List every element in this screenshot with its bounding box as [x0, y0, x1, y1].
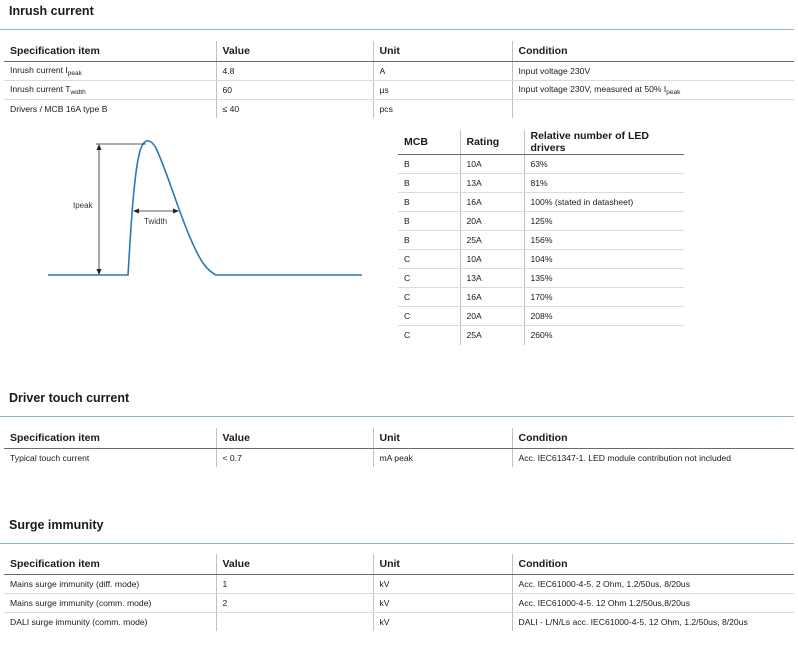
- table-row: [398, 155, 684, 174]
- header-value: Value: [216, 428, 373, 448]
- mcb-type-cell: C: [404, 330, 411, 341]
- spec-item-cell: Inrush current $I_{peak}$: [4, 61, 216, 80]
- mcb-relative-cell: 156%: [524, 231, 684, 250]
- inrush-waveform-curve: [48, 141, 362, 275]
- header-condition: Condition: [512, 554, 794, 574]
- spec-item-cell: Typical touch current: [10, 452, 90, 463]
- mcb-type-cell: C: [398, 250, 460, 269]
- touch-title-rule: [0, 416, 794, 417]
- spec-value-cell: [216, 612, 373, 631]
- spec-unit-cell: kV: [373, 574, 512, 593]
- spec-value-cell: ≤ 40: [216, 99, 373, 118]
- inrush-title-rule: [0, 29, 794, 30]
- spec-condition-cell: Acc. IEC61000-4-5. 2 Ohm, 1.2/50us, 8/20us: [512, 574, 794, 593]
- header-value: Value: [216, 554, 373, 574]
- mcb-type-cell: B: [398, 193, 460, 212]
- mcb-table: [398, 130, 684, 345]
- spec-item-cell: Inrush current $T_{width}$: [4, 80, 216, 99]
- spec-condition-cell: [512, 99, 794, 118]
- mcb-rating-cell: 20A: [460, 307, 524, 326]
- mcb-rating-cell: 25A: [460, 326, 524, 345]
- inrush-waveform-diagram: [40, 136, 370, 286]
- mcb-type-cell: C: [398, 269, 460, 288]
- table-row: [398, 231, 684, 250]
- spec-unit-cell: mA peak: [373, 448, 512, 467]
- mcb-type-cell: B: [398, 231, 460, 250]
- mcb-relative-cell: 104%: [524, 250, 684, 269]
- header-mcb: MCB: [398, 130, 460, 155]
- mcb-type-cell: C: [398, 307, 460, 326]
- header-specification-item: Specification item: [4, 554, 216, 574]
- mcb-relative-cell: 125%: [524, 212, 684, 231]
- spec-value-cell: 4.8: [216, 61, 373, 80]
- header-unit: Unit: [373, 554, 512, 574]
- twidth-arrowhead-right-icon: [173, 209, 179, 214]
- spec-condition-cell: DALI - L/N/Ls acc. IEC61000-4-5. 12 Ohm, 1.2/50us, 8/20us: [512, 612, 794, 631]
- spec-condition-cell: Input voltage 230V, measured at 50% $I_{peak}$: [512, 80, 794, 99]
- ipeak-arrowhead-top-icon: [97, 144, 102, 150]
- spec-item-cell: Mains surge immunity (diff. mode): [4, 574, 216, 593]
- header-unit: Unit: [373, 428, 512, 448]
- mcb-rating-cell: 13A: [460, 269, 524, 288]
- table-row: [398, 193, 684, 212]
- mcb-rating-cell: 16A: [460, 288, 524, 307]
- mcb-relative-cell: 63%: [524, 155, 684, 174]
- table-row: [4, 448, 794, 467]
- mcb-relative-cell: 100% (stated in datasheet): [524, 193, 684, 212]
- spec-unit-cell: A: [373, 61, 512, 80]
- mcb-type-cell: B: [398, 174, 460, 193]
- header-rating: Rating: [460, 130, 524, 155]
- spec-condition-cell: Input voltage 230V: [512, 61, 794, 80]
- inrush-spec-table: [4, 41, 794, 118]
- mcb-type-cell: C: [398, 288, 460, 307]
- surge-section-title: Surge immunity: [9, 518, 104, 532]
- header-specification-item: Specification item: [4, 41, 216, 61]
- twidth-label: Twidth: [144, 217, 168, 226]
- ipeak-label: Ipeak: [73, 201, 93, 210]
- table-row: [4, 612, 794, 631]
- table-row: [398, 174, 684, 193]
- header-value: Value: [216, 41, 373, 61]
- mcb-rating-cell: 25A: [460, 231, 524, 250]
- spec-unit-cell: µs: [373, 80, 512, 99]
- spec-value-cell: 1: [216, 574, 373, 593]
- mcb-type-cell: B: [398, 155, 460, 174]
- table-row: [398, 307, 684, 326]
- mcb-relative-cell: 81%: [524, 174, 684, 193]
- touch-spec-table: [4, 428, 794, 467]
- table-row: [4, 574, 794, 593]
- mcb-rating-cell: 20A: [460, 212, 524, 231]
- mcb-rating-cell: 10A: [460, 155, 524, 174]
- header-condition: Condition: [512, 41, 794, 61]
- header-unit: Unit: [373, 41, 512, 61]
- inrush-section-title: Inrush current: [9, 4, 94, 18]
- table-row: [398, 288, 684, 307]
- surge-spec-table: [4, 554, 794, 631]
- mcb-rating-cell: 16A: [460, 193, 524, 212]
- mcb-relative-cell: 170%: [524, 288, 684, 307]
- mcb-type-cell: B: [398, 212, 460, 231]
- mcb-relative-cell: 135%: [524, 269, 684, 288]
- mcb-relative-cell: 260%: [524, 326, 684, 345]
- surge-title-rule: [0, 543, 794, 544]
- mcb-relative-cell: 208%: [524, 307, 684, 326]
- spec-value-cell: 2: [216, 593, 373, 612]
- spec-item-cell: DALI surge immunity (comm. mode): [10, 616, 148, 627]
- table-row: [4, 80, 794, 99]
- table-row: [398, 326, 684, 345]
- table-header-row: [4, 41, 794, 61]
- spec-condition-cell: Acc. IEC61347-1. LED module contribution not included: [512, 448, 794, 467]
- table-row: [398, 250, 684, 269]
- spec-unit-cell: kV: [373, 612, 512, 631]
- header-condition: Condition: [512, 428, 794, 448]
- spec-unit-cell: kV: [373, 593, 512, 612]
- header-specification-item: Specification item: [4, 428, 216, 448]
- table-row: [4, 593, 794, 612]
- table-header-row: [398, 130, 684, 155]
- table-row: [398, 269, 684, 288]
- mcb-rating-cell: 13A: [460, 174, 524, 193]
- spec-value-cell: < 0.7: [216, 448, 373, 467]
- table-row: [4, 61, 794, 80]
- mcb-rating-cell: 10A: [460, 250, 524, 269]
- table-row: [398, 212, 684, 231]
- spec-value-cell: 60: [216, 80, 373, 99]
- touch-section-title: Driver touch current: [9, 391, 130, 405]
- spec-item-cell: Drivers / MCB 16A type B: [10, 103, 108, 114]
- ipeak-arrowhead-bottom-icon: [97, 269, 102, 275]
- table-header-row: [4, 428, 794, 448]
- spec-condition-cell: Acc. IEC61000-4-5. 12 Ohm 1.2/50us,8/20us: [512, 593, 794, 612]
- twidth-arrowhead-left-icon: [133, 209, 139, 214]
- header-relative-number: Relative number of LED drivers: [524, 130, 684, 155]
- spec-item-cell: Mains surge immunity (comm. mode): [4, 593, 216, 612]
- spec-unit-cell: pcs: [373, 99, 512, 118]
- table-row: [4, 99, 794, 118]
- table-header-row: [4, 554, 794, 574]
